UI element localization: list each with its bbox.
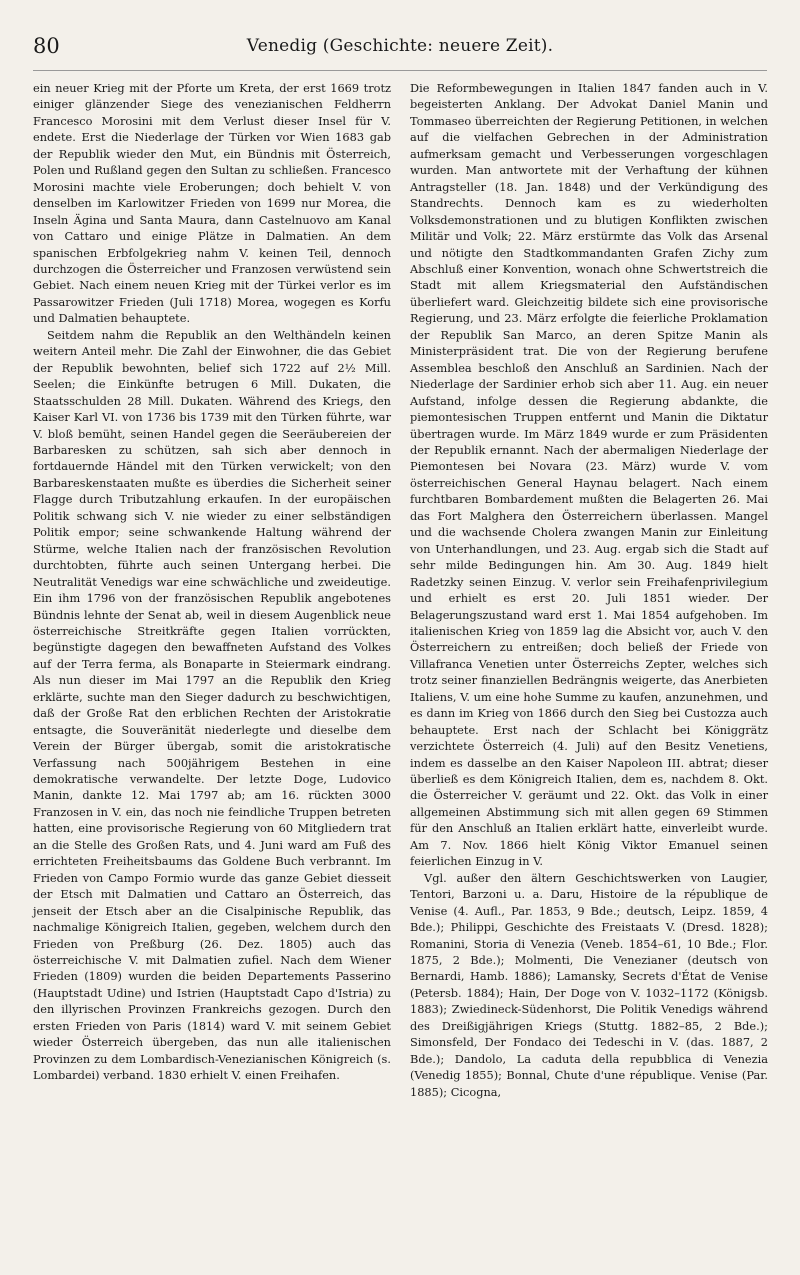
paragraph: Die Reformbewegungen in Italien 1847 fanden auch in V. begeisterten Anklang. Der Advokat Daniel Manin und Tommaseo überreichten der Regierung Petitionen, in welchen auf die vielfachen Gebrechen in der Administration aufmerksam gemacht und Verbesserungen vorgeschlagen wurden. Man antwortete mit der Verhaftung der kühnen Antragsteller (18. Jan. 1848) und der Verkündigung des Standrechts. Dennoch kam es zu wiederholten Volksdemonstrationen und zu blutigen Konflikten zwischen Militär und Volk; 22. März erstürmte das Volk das Arsenal und nötigte den Stadtkommandanten Grafen Zichy zum Abschluß einer Konvention, wonach ohne Schwertstreich die Stadt mit allem Kriegsmaterial den Aufständischen überliefert ward. Gleichzeitig bildete sich eine provisorische Regierung, und 23. März erfolgte die feierliche Proklamation der Republik San Marco, an deren Spitze Manin als Ministerpräsident trat. Die von der Regierung berufene Assemblea beschloß den Anschluß an Sardinien. Nach der Niederlage der Sardinier erhob sich aber 11. Aug. ein neuer Aufstand, infolge dessen die Regierung abdankte, die piemontesischen Truppen entfernt und Manin die Diktatur übertragen wurde. Im März 1849 wurde er zum Präsidenten der Republik ernannt. Nach der abermaligen Niederlage der Piemontesen bei Novara (23. März) wurde V. vom österreichischen General Haynau belagert. Nach einem furchtbaren Bombardement mußten die Belagerten 26. Mai das Fort Malghera den Österreichern überlassen. Mangel und die wachsende Cholera zwangen Manin zur Einleitung von Unterhandlungen, und 23. Aug. ergab sich die Stadt auf sehr milde Bedingungen hin. Am 30. Aug. 1849 hielt Radetzky seinen Einzug. V. verlor sein Freihafenprivilegium und erhielt es erst 20. Juli 1851 wieder. Der Belagerungszustand ward erst 1. Mai 1854 aufgehoben. Im italienischen Krieg von 1859 lag die Absicht vor, auch V. den Österreichern zu entreißen; doch beließ der Friede von Villafranca Venetien unter Österreichs Zepter, welches sich trotz seiner finanziellen Bedrängnis weigerte, das Anerbieten Italiens, V. um eine hohe Summe zu kaufen, anzunehmen, und es dann im Krieg von 1866 durch den Sieg bei Custozza auch behauptete. Erst nach der Schlacht bei Königgrätz verzichtete Österreich (4. Juli) auf den Besitz Venetiens, indem es dasselbe an den Kaiser Napoleon III. abtrat; dieser überließ es dem Königreich Italien, dem es, nachdem 8. Okt. die Österreicher V. geräumt und 22. Okt. das Volk in einer allgemeinen Abstimmung sich mit allen gegen 69 Stimmen für den Anschluß an Italien erklärt hatte, einverleibt wurde. Am 7. Nov. 1866 hielt König Viktor Emanuel seinen feierlichen Einzug in V. — [410, 81, 768, 869]
paragraph: Vgl. außer den ältern Geschichtswerken von Laugier, Tentori, Barzoni u. a. Daru, Histoire de la république de Venise (4. Aufl., Par. 1853, 9 Bde.; deutsch, Leipz. 1859, 4 Bde.); Philippi, Geschichte des Freistaats V. (Dresd. 1828); Romanini, Storia di Venezia (Veneb. 1854–61, 10 Bde.; Flor. 1875, 2 Bde.); Molmenti, Die Venezianer (deutsch von Bernardi, Hamb. 1886); Lamansky, Secrets d'État de Venise (Petersb. 1884); Hain, Der Doge von V. 1032–1172 (Königsb. 1883); Zwiedineck-Südenhorst, Die Politik Venedigs während des Dreißigjährigen Kriegs (Stuttg. 1882–85, 2 Bde.); Simonsfeld, Der Fondaco dei Tedeschi in V. (das. 1887, 2 Bde.); Dandolo, La caduta della repubblica di Venezia (Venedig 1855); Bonnal, Chute d'une république. Venise (Par. 1885); Cicogna, — [410, 870, 768, 1099]
right-column — [410, 80, 768, 1100]
running-head-subtitle: (Geschichte: neuere Zeit). — [322, 36, 554, 56]
paragraph: ein neuer Krieg mit der Pforte um Kreta, der erst 1669 trotz einiger glänzender Siege des venezianischen Feldherrn Francesco Morosini mit dem Verlust dieser Insel für V. endete. Erst die Niederlage der Türken vor Wien 1683 gab der Republik wieder den Mut, ein Bündnis mit Österreich, Polen und Rußland gegen den Sultan zu schließen. Francesco Morosini machte viele Eroberungen; doch behielt V. von denselben im Karlowitzer Frieden von 1699 nur Morea, die Inseln Ägina und Santa Maura, dann Castelnuovo am Kanal von Cattaro und einige Plätze in Dalmatien. An dem spanischen Erbfolgekrieg nahm V. keinen Teil, dennoch durchzogen die Österreicher und Franzosen verwüstend sein Gebiet. Nach einem neuen Krieg mit der Türkei verlor es im Passarowitzer Frieden (Juli 1718) Morea, wogegen es Korfu und Dalmatien behauptete. — [33, 81, 391, 326]
header-rule — [33, 70, 767, 71]
running-head — [33, 36, 767, 56]
running-head-title: Venedig — [246, 36, 318, 56]
page-number: 80 — [33, 34, 60, 58]
page-header — [33, 34, 767, 64]
left-column — [33, 80, 391, 1084]
paragraph: Seitdem nahm die Republik an den Welthändeln keinen weitern Anteil mehr. Die Zahl der Einwohner, die das Gebiet der Republik bewohnten, belief sich 1722 auf 2½ Mill. Seelen; die Einkünfte betrugen 6 Mill. Dukaten, die Staatsschulden 28 Mill. Dukaten. Während des Kriegs, den Kaiser Karl VI. von 1736 bis 1739 mit den Türken führte, war V. bloß bemüht, seinen Handel gegen die Seeräubereien der Barbaresken zu schützen, sah sich aber dennoch in fortdauernde Händel mit den Türken verwickelt; von den Barbareskenstaaten mußte es überdies die Sicherheit seiner Flagge durch Tributzahlung erkaufen. In der europäischen Politik schwang sich V. nie wieder zu einer selbständigen Politik empor; seine schwankende Haltung während der Stürme, welche Italien nach der französischen Revolution durchtobten, führte auch seinen Untergang herbei. Die Neutralität Venedigs war eine schwächliche und zweideutige. Ein ihm 1796 von der französischen Republik angebotenes Bündnis lehnte der Senat ab, weil in diesem Augenblick neue österreichische Streitkräfte gegen Italien vorrückten, begünstigte dagegen den bewaffneten Aufstand des Volkes auf der Terra ferma, als Bonaparte in Steiermark eindrang. Als nun dieser im Mai 1797 an die Republik den Krieg erklärte, suchte man den Sieger dadurch zu beschwichtigen, daß der Große Rat den erblichen Rechten der Aristokratie entsagte, die Souveränität niederlegte und dieselbe dem Verein der Bürger übergab, somit die aristokratische Verfassung nach 500jährigem Bestehen in eine demokratische verwandelte. Der letzte Doge, Ludovico Manin, dankte 12. Mai 1797 ab; am 16. rückten 3000 Franzosen in V. ein, das noch nie feindliche Truppen betreten hatten, eine provisorische Regierung von 60 Mitgliedern trat an die Stelle des Großen Rats, und 4. Juni ward am Fuß des errichteten Freiheitsbaums das Goldene Buch verbrannt. Im Frieden von Campo Formio wurde das ganze Gebiet diesseit der Etsch mit Dalmatien und Cattaro an Österreich, das jenseit der Etsch aber an die Cisalpinische Republik, das nachmalige Königreich Italien, gegeben, welchem durch den Frieden von Preßburg (26. Dez. 1805) auch das österreichische V. mit Dalmatien zufiel. Nach dem Wiener Frieden (1809) wurden die beiden Departements Passerino (Hauptstadt Udine) und Istrien (Hauptstadt Capo d'Istria) zu den illyrischen Provinzen Frankreichs gezogen. Durch den ersten Frieden von Paris (1814) ward V. mit seinem Gebiet wieder Österreich übergeben, das nun alle italienischen Provinzen zu dem Lombardisch-Venezianischen Königreich (s. Lombardei) verband. 1830 erhielt V. einen Freihafen. — [33, 327, 391, 1083]
